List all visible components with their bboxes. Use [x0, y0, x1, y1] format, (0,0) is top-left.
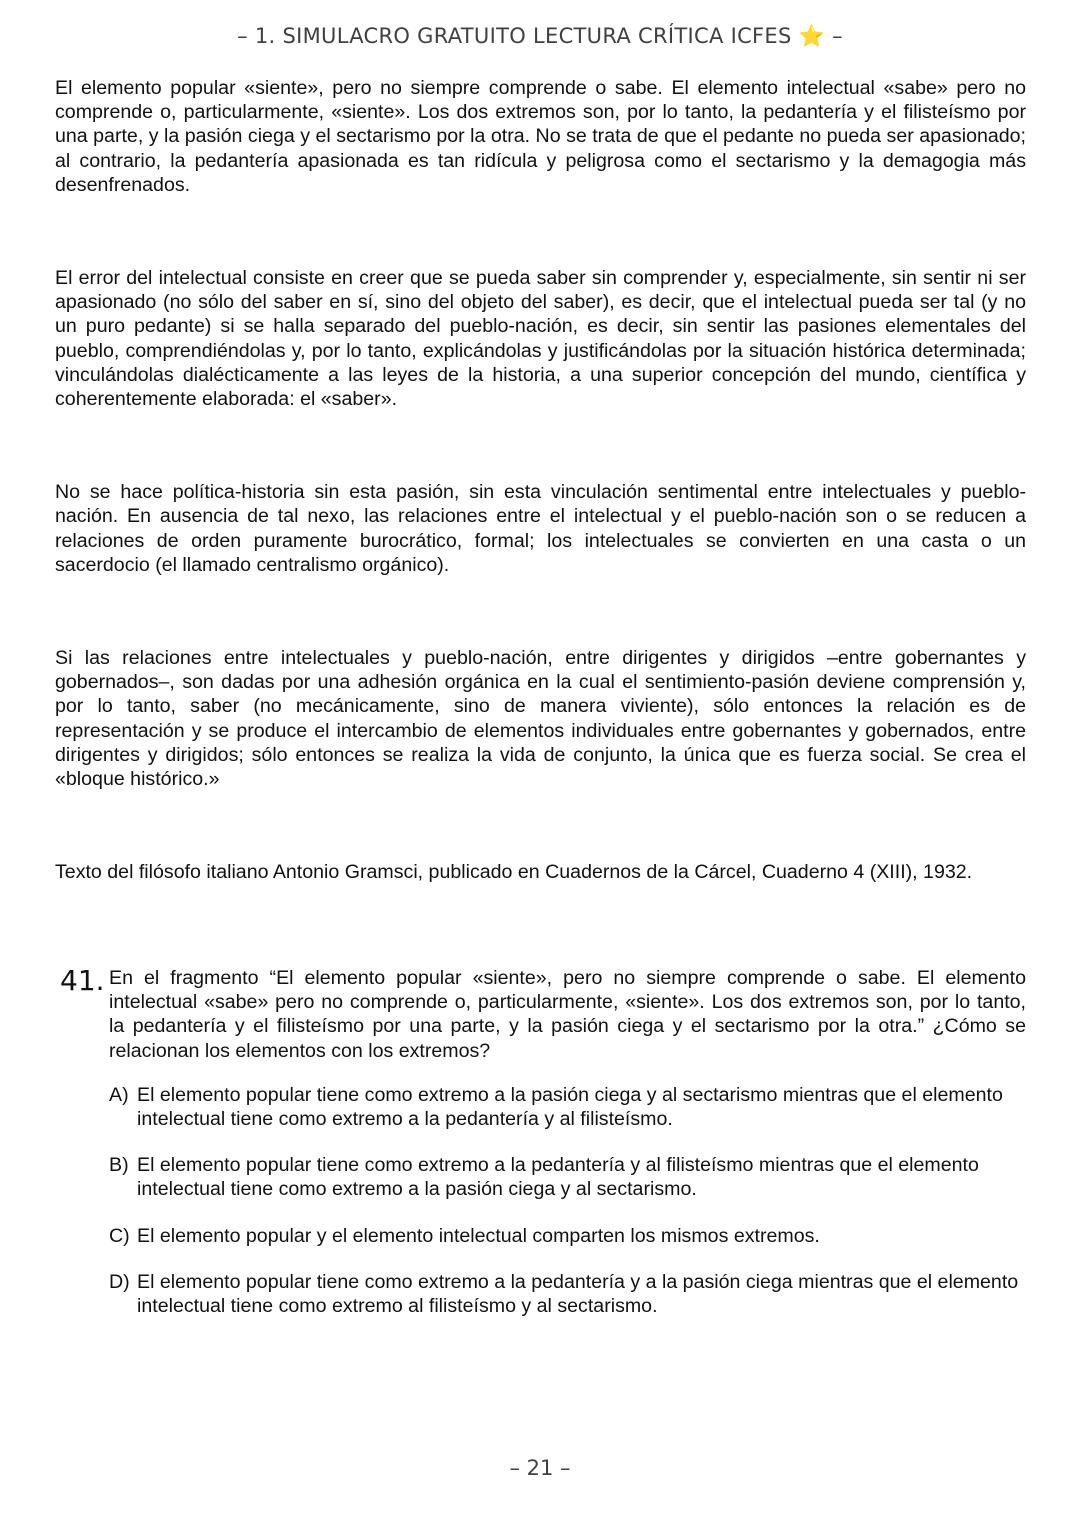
question-number: 41. — [60, 964, 105, 997]
passage-paragraph-2: El error del intelectual consiste en creer que se pueda saber sin comprender y, especialmente, sin sentir ni ser apasionado (no sólo del saber en sí, sino del objeto del saber), es decir, que el intelectual pueda ser tal (y no un puro pedante) si se halla separado del pueblo-nación, es decir, sin sentir las pasiones elementales del pueblo, comprendiéndolas y, por lo tanto, explicándolas y justificándolas por la situación histórica determinada; vinculándolas dialécticamente a las leyes de la historia, a una superior concepción del mundo, científica y coherentemente elaborada: el «saber». — [55, 267, 1026, 411]
question-41 — [60, 966, 1026, 1340]
passage-source: Texto del filósofo italiano Antonio Gramsci, publicado en Cuadernos de la Cárcel, Cuaderno 4 (XIII), 1932. — [55, 861, 973, 884]
option-letter: A) — [109, 1083, 129, 1106]
star-icon: ⭐ — [798, 24, 826, 48]
option-d[interactable] — [109, 1270, 1026, 1318]
passage-paragraph-3: No se hace política-historia sin esta pasión, sin esta vinculación sentimental entre intelectuales y pueblo-nación. En ausencia de tal nexo, las relaciones entre el intelectual y el pueblo-nación son o se reducen a relaciones de orden puramente burocrático, formal; los intelectuales se convierten en una casta o un sacerdocio (el llamado centralismo orgánico). — [55, 481, 1026, 576]
header-suffix: – — [832, 24, 843, 48]
option-text: El elemento popular tiene como extremo a la pedantería y al filisteísmo mientras que el elemento intelectual tiene como extremo a la pasión ciega y al sectarismo. — [137, 1154, 979, 1201]
option-text: El elemento popular tiene como extremo a la pasión ciega y al sectarismo mientras que el elemento intelectual tiene como extremo a la pedantería y al filisteísmo. — [137, 1083, 1003, 1131]
option-letter: C) — [109, 1224, 130, 1247]
option-b[interactable] — [109, 1153, 1026, 1201]
option-letter: B) — [109, 1154, 129, 1177]
option-c[interactable] — [109, 1224, 1026, 1248]
header-title: – 1. SIMULACRO GRATUITO LECTURA CRÍTICA ICFES — [237, 24, 792, 48]
option-text: El elemento popular y el elemento intelectual comparten los mismos extremos. — [137, 1224, 820, 1247]
option-letter: D) — [109, 1270, 130, 1293]
reading-passage — [55, 76, 1026, 884]
passage-paragraph-4: Si las relaciones entre intelectuales y pueblo-nación, entre dirigentes y dirigidos –entre gobernantes y gobernados–, son dadas por una adhesión orgánica en la cual el sentimiento-pasión deviene comprensión y, por lo tanto, saber (no mecánicamente, sino de manera viviente), sólo entonces la relación es de representación y se produce el intercambio de elementos individuales entre gobernantes y gobernados, entre dirigentes y dirigidos; sólo entonces se realiza la vida de conjunto, la única que es fuerza social. Se crea el «bloque histórico.» — [55, 647, 1026, 791]
page-number: – 21 – — [509, 1456, 571, 1480]
passage-paragraph-1: El elemento popular «siente», pero no siempre comprende o sabe. El elemento intelectual «sabe» pero no comprende o, particularmente, «siente». Los dos extremos son, por lo tanto, la pedantería y el filisteísmo por una parte, y la pasión ciega y el sectarismo por la otra. No se trata de que el pedante no pueda ser apasionado; al contrario, la pedantería apasionada es tan ridícula y peligrosa como el sectarismo y la demagogia más desenfrenados. — [55, 77, 1026, 196]
option-a[interactable] — [109, 1083, 1026, 1131]
option-text: El elemento popular tiene como extremo a la pedantería y a la pasión ciega mientras que el elemento intelectual tiene como extremo al filisteísmo y al sectarismo. — [137, 1270, 1019, 1318]
answer-options — [109, 1083, 1026, 1318]
page-header — [0, 24, 1080, 49]
question-text: En el fragmento “El elemento popular «siente», pero no siempre comprende o sabe. El elemento intelectual «sabe» pero no comprende o, particularmente, «siente». Los dos extremos son, por lo tanto, la pedantería y el filisteísmo por una parte, y la pasión ciega y el sectarismo por la otra.” ¿Cómo se relacionan los elementos con los extremos? — [109, 967, 1026, 1062]
